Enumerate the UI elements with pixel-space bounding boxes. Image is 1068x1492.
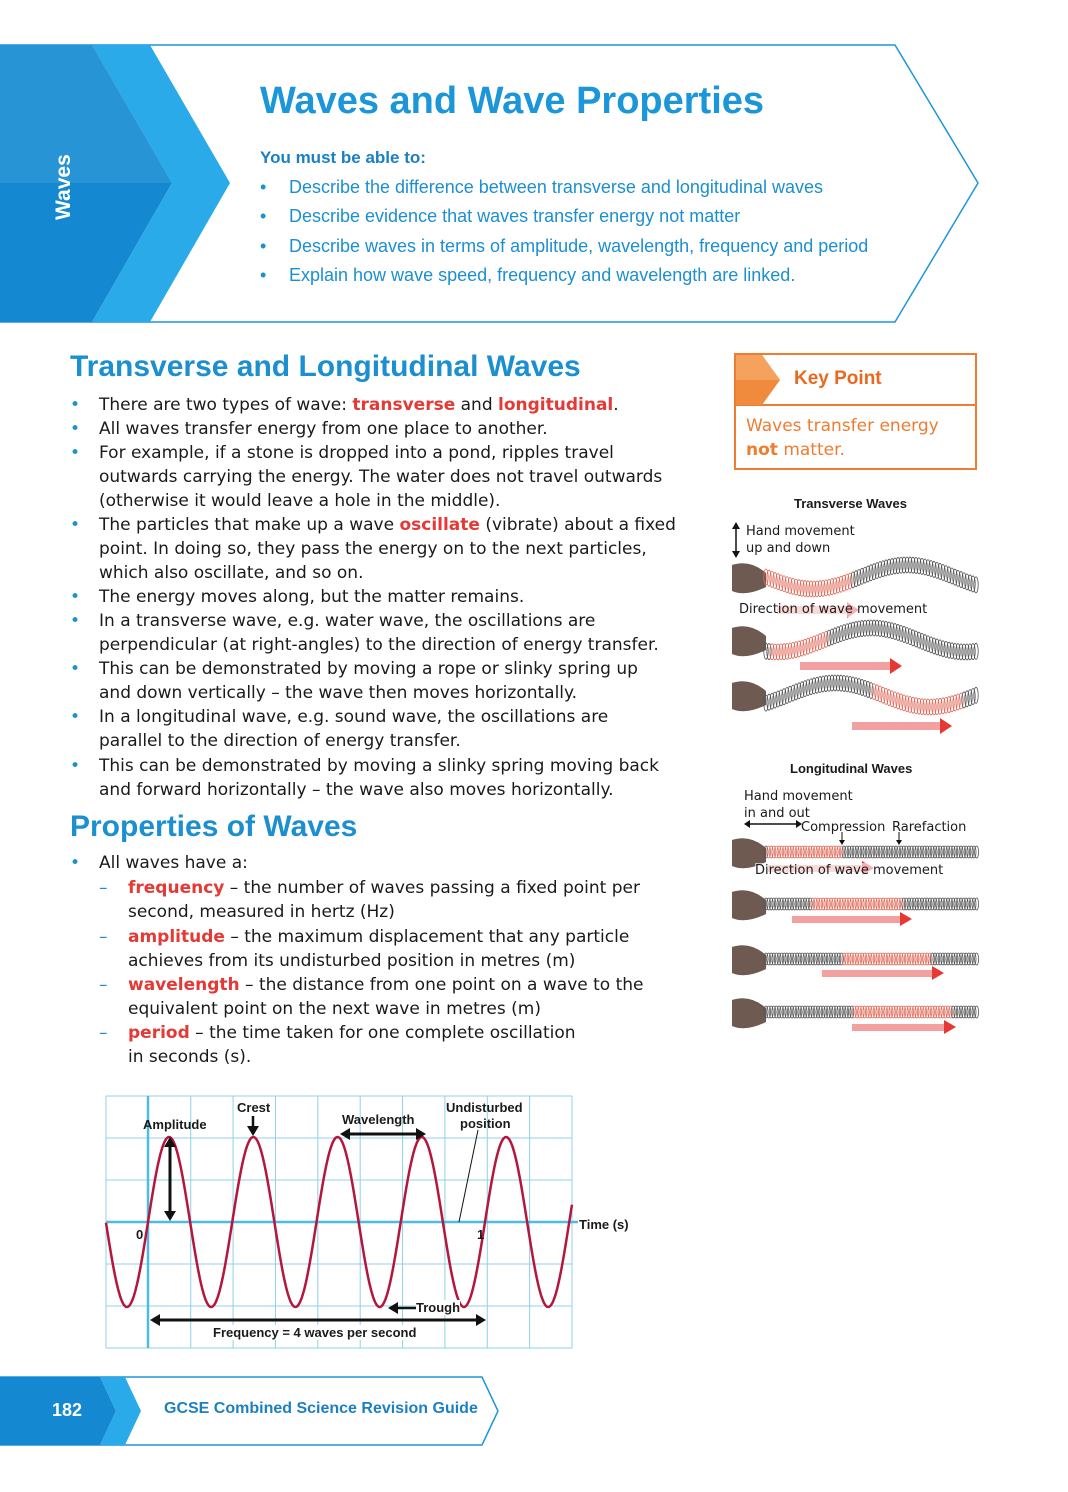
bullet: •	[70, 756, 81, 776]
trough-arrowhead	[388, 1302, 398, 1314]
direction-arrowhead	[900, 912, 912, 926]
direction-arrow	[852, 1024, 944, 1031]
bullet: •	[70, 515, 81, 535]
objectives-label: You must be able to:	[260, 148, 426, 167]
paragraph-line: This can be demonstrated by moving a rope or slinky spring up	[99, 659, 638, 679]
dash-bullet: –	[99, 878, 108, 898]
bullet: •	[70, 587, 81, 607]
transverse-hand-label: Hand movement	[746, 524, 855, 539]
key-point-text: not matter.	[746, 440, 845, 460]
graph-tick-zero: 0	[136, 1227, 144, 1242]
hand-icon	[732, 626, 766, 656]
coil-loop	[974, 577, 978, 593]
coil-loop	[974, 643, 978, 659]
objective-item: • Describe the difference between transverse and longitudinal waves	[260, 177, 823, 197]
paragraph-line: For example, if a stone is dropped into a pond, ripples travel	[99, 443, 614, 463]
page-title: Waves and Wave Properties	[260, 80, 765, 122]
frequency-arrowhead	[476, 1314, 486, 1326]
graph-label-wavelength: Wavelength	[342, 1112, 415, 1127]
hand-icon	[732, 681, 766, 711]
hand-icon	[732, 890, 766, 920]
direction-arrow	[852, 722, 940, 730]
paragraph-line: parallel to the direction of energy transfer.	[99, 731, 461, 751]
key-point-arrow-icon	[736, 355, 782, 405]
transverse-title: Transverse Waves	[794, 496, 907, 511]
transverse-wave-illustration	[732, 555, 982, 745]
paragraph-line: second, measured in hertz (Hz)	[128, 902, 395, 922]
rarefaction-label: Rarefaction	[892, 820, 967, 835]
paragraph-line: All waves have a:	[99, 853, 248, 873]
paragraph-line: There are two types of wave: transverse and longitudinal.	[99, 395, 619, 415]
graph-tick-one: 1	[477, 1227, 485, 1242]
direction-arrowhead	[944, 1020, 956, 1034]
section-heading-properties: Properties of Waves	[70, 810, 358, 843]
objective-item: • Describe evidence that waves transfer energy not matter	[260, 206, 741, 226]
paragraph-line: in seconds (s).	[128, 1047, 252, 1067]
definition-period: period – the time taken for one complete oscillation	[128, 1023, 576, 1043]
paragraph-line: perpendicular (at right-angles) to the direction of energy transfer.	[99, 635, 659, 655]
page-number: 182	[52, 1400, 83, 1420]
hand-icon	[732, 945, 766, 975]
direction-arrowhead	[890, 658, 902, 674]
transverse-hand-label: up and down	[746, 541, 831, 556]
footer-title: GCSE Combined Science Revision Guide	[164, 1400, 478, 1417]
coil-loop	[975, 846, 979, 858]
section-tab	[52, 150, 112, 220]
bullet: •	[70, 395, 81, 415]
objective-item: • Describe waves in terms of amplitude, wavelength, frequency and period	[260, 236, 869, 256]
bullet: •	[70, 659, 81, 679]
compression-label: Compression	[801, 820, 886, 835]
graph-label-amplitude: Amplitude	[143, 1117, 207, 1132]
key-point-text: Waves transfer energy	[746, 416, 939, 436]
definition-amplitude: amplitude – the maximum displacement that any particle	[128, 927, 630, 947]
definition-wavelength: wavelength – the distance from one point on a wave to the	[128, 975, 644, 995]
paragraph-line: This can be demonstrated by moving a slinky spring moving back	[99, 756, 659, 776]
dash-bullet: –	[99, 975, 108, 995]
paragraph-line: and down vertically – the wave then moves horizontally.	[99, 683, 578, 703]
paragraph-line: and forward horizontally – the wave also moves horizontally.	[99, 780, 614, 800]
key-point-title: Key Point	[794, 368, 882, 389]
dash-bullet: –	[99, 927, 108, 947]
transverse-direction-label: Direction of wave movement	[739, 602, 928, 617]
crest-arrowhead	[247, 1126, 259, 1136]
compression-pointer-head	[839, 840, 845, 845]
undisturbed-pointer	[459, 1130, 478, 1222]
amplitude-arrowhead	[164, 1211, 176, 1221]
paragraph-line: (otherwise it would leave a hole in the middle).	[99, 491, 501, 511]
paragraph-line: In a longitudinal wave, e.g. sound wave, the oscillations are	[99, 707, 609, 727]
section-heading-waves-types: Transverse and Longitudinal Waves	[70, 350, 581, 383]
paragraph-line: outwards carrying the energy. The water does not travel outwards	[99, 467, 663, 487]
paragraph-line: The particles that make up a wave oscillate (vibrate) about a fixed	[99, 515, 676, 535]
paragraph-line: equivalent point on the next wave in metres (m)	[128, 999, 541, 1019]
paragraph-line: All waves transfer energy from one place to another.	[99, 419, 548, 439]
paragraph-line: point. In doing so, they pass the energy on to the next particles,	[99, 539, 647, 559]
direction-arrowhead	[940, 718, 952, 734]
direction-arrow	[792, 916, 900, 923]
coil-loop	[975, 898, 979, 910]
bullet: •	[70, 707, 81, 727]
coil-loop	[975, 1006, 979, 1018]
bullet: •	[70, 853, 81, 873]
dash-bullet: –	[99, 1023, 108, 1043]
rarefaction-pointer-head	[896, 840, 902, 845]
hand-icon	[732, 563, 766, 593]
bullet: •	[70, 443, 81, 463]
direction-arrow	[822, 970, 932, 977]
coil-loop	[974, 687, 978, 703]
direction-arrowhead	[932, 966, 944, 980]
graph-label-undisturbed: position	[460, 1116, 511, 1131]
longitudinal-hand-label: Hand movement	[744, 789, 853, 804]
bullet: •	[70, 419, 81, 439]
graph-label-frequency: Frequency = 4 waves per second	[213, 1325, 417, 1340]
graph-label-crest: Crest	[237, 1100, 271, 1115]
paragraph-line: achieves from its undisturbed position in metres (m)	[128, 951, 576, 971]
longitudinal-title: Longitudinal Waves	[790, 761, 913, 776]
graph-label-trough: Trough	[416, 1300, 461, 1315]
paragraph-line: In a transverse wave, e.g. water wave, the oscillations are	[99, 611, 596, 631]
longitudinal-hand-label: in and out	[744, 806, 810, 821]
paragraph-line: The energy moves along, but the matter remains.	[99, 587, 525, 607]
direction-arrow	[800, 662, 890, 670]
frequency-arrowhead	[150, 1314, 160, 1326]
definition-frequency: frequency – the number of waves passing a fixed point per	[128, 878, 640, 898]
hand-icon	[732, 998, 766, 1028]
coil-loop	[975, 953, 979, 965]
bullet: •	[70, 611, 81, 631]
graph-axis-label-time: Time (s)	[579, 1217, 629, 1232]
paragraph-line: which also oscillate, and so on.	[99, 563, 364, 583]
graph-label-undisturbed: Undisturbed	[446, 1100, 523, 1115]
left-right-arrow-icon	[744, 819, 802, 829]
longitudinal-direction-label: Direction of wave movement	[755, 863, 944, 878]
objective-item: • Explain how wave speed, frequency and wavelength are linked.	[260, 265, 796, 285]
section-tab-label: Waves	[52, 154, 75, 220]
